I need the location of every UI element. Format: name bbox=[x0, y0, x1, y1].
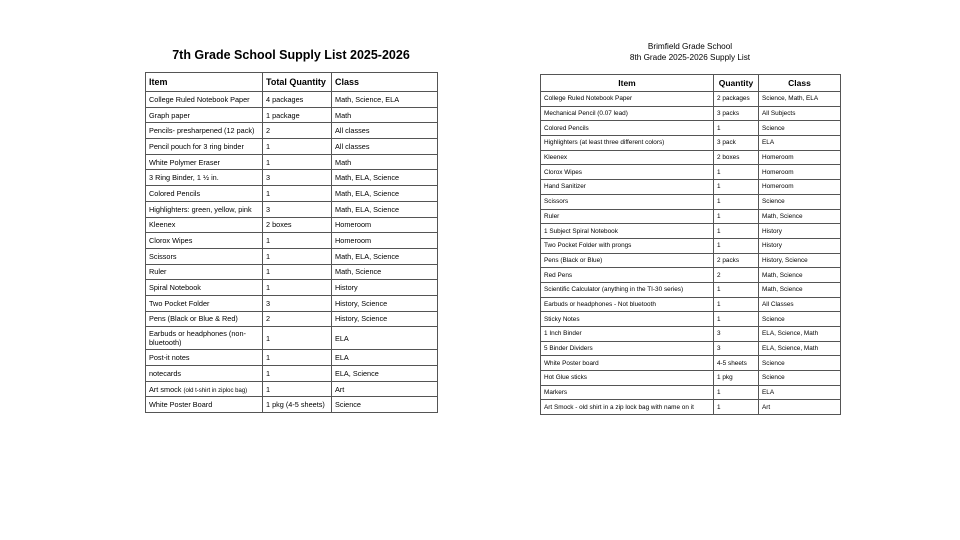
quantity-cell: 3 bbox=[263, 170, 332, 186]
grade7-supply-list bbox=[145, 46, 437, 413]
class-cell: Math, Science bbox=[759, 282, 841, 297]
item-cell: Spiral Notebook bbox=[146, 280, 263, 296]
item-cell: Two Pocket Folder bbox=[146, 295, 263, 311]
item-cell: Graph paper bbox=[146, 107, 263, 123]
item-cell: Mechanical Pencil (0.07 lead) bbox=[541, 106, 714, 121]
quantity-cell: 1 bbox=[263, 327, 332, 350]
quantity-cell: 2 packages bbox=[714, 92, 759, 107]
table-row bbox=[541, 282, 841, 297]
grade8-table bbox=[540, 74, 841, 415]
table-row bbox=[541, 356, 841, 371]
grade8-title: 8th Grade 2025-2026 Supply List bbox=[629, 52, 751, 62]
item-cell: White Poster Board bbox=[146, 397, 263, 413]
grade8-header-item: Item bbox=[541, 75, 714, 92]
quantity-cell: 1 bbox=[714, 312, 759, 327]
class-cell: All classes bbox=[332, 123, 438, 139]
grade8-header-quantity: Quantity bbox=[714, 75, 759, 92]
class-cell: History bbox=[759, 238, 841, 253]
table-row bbox=[146, 381, 438, 397]
class-cell: Math, Science bbox=[759, 268, 841, 283]
item-cell: Hand Sanitizer bbox=[541, 180, 714, 195]
class-cell: History bbox=[759, 224, 841, 239]
class-cell: All Subjects bbox=[759, 106, 841, 121]
quantity-cell: 1 bbox=[714, 282, 759, 297]
table-row bbox=[146, 201, 438, 217]
item-cell: Kleenex bbox=[146, 217, 263, 233]
quantity-cell: 3 packs bbox=[714, 106, 759, 121]
class-cell: ELA bbox=[759, 385, 841, 400]
table-row bbox=[146, 311, 438, 327]
school-name: Brimfield Grade School bbox=[647, 42, 733, 51]
table-row bbox=[146, 350, 438, 366]
quantity-cell: 1 pkg (4-5 sheets) bbox=[263, 397, 332, 413]
grade7-table bbox=[145, 72, 438, 413]
quantity-cell: 2 packs bbox=[714, 253, 759, 268]
grade7-title: 7th Grade School Supply List 2025-2026 bbox=[172, 48, 410, 62]
item-text: Art smock bbox=[149, 384, 182, 394]
quantity-cell: 1 bbox=[263, 264, 332, 280]
item-cell: Pencils- presharpened (12 pack) bbox=[146, 123, 263, 139]
item-cell: Sticky Notes bbox=[541, 312, 714, 327]
quantity-cell: 1 bbox=[714, 224, 759, 239]
class-cell: All classes bbox=[332, 139, 438, 155]
item-cell: White Polymer Eraser bbox=[146, 154, 263, 170]
class-cell: Homeroom bbox=[759, 150, 841, 165]
item-cell: 1 Subject Spiral Notebook bbox=[541, 224, 714, 239]
item-cell: Pens (Black or Blue) bbox=[541, 253, 714, 268]
class-cell: Science bbox=[759, 312, 841, 327]
class-cell: ELA, Science, Math bbox=[759, 341, 841, 356]
class-cell: Math, Science, ELA bbox=[332, 92, 438, 108]
item-cell: Art Smock - old shirt in a zip lock bag with name on it bbox=[541, 400, 714, 415]
quantity-cell: 1 bbox=[714, 165, 759, 180]
quantity-cell: 3 pack bbox=[714, 136, 759, 151]
grade8-header-row bbox=[541, 75, 841, 92]
item-cell: notecards bbox=[146, 366, 263, 382]
class-cell: Homeroom bbox=[332, 217, 438, 233]
quantity-cell: 1 bbox=[263, 186, 332, 202]
table-row bbox=[146, 107, 438, 123]
quantity-cell: 2 bbox=[263, 311, 332, 327]
grade7-header-row bbox=[146, 73, 438, 92]
grade7-header-item: Item bbox=[146, 73, 263, 92]
table-row bbox=[541, 209, 841, 224]
quantity-cell: 2 boxes bbox=[263, 217, 332, 233]
item-cell: Colored Pencils bbox=[146, 186, 263, 202]
item-cell: Earbuds or headphones - Not bluetooth bbox=[541, 297, 714, 312]
quantity-cell: 1 bbox=[714, 400, 759, 415]
table-row bbox=[146, 248, 438, 264]
class-cell: Science bbox=[759, 371, 841, 386]
item-cell: Ruler bbox=[541, 209, 714, 224]
class-cell: Science bbox=[759, 194, 841, 209]
quantity-cell: 4-5 sheets bbox=[714, 356, 759, 371]
table-row bbox=[541, 121, 841, 136]
class-cell: Science bbox=[759, 356, 841, 371]
quantity-cell: 1 bbox=[714, 121, 759, 136]
item-cell: 1 Inch Binder bbox=[541, 327, 714, 342]
table-row bbox=[541, 106, 841, 121]
table-row bbox=[541, 224, 841, 239]
quantity-cell: 1 bbox=[714, 297, 759, 312]
quantity-cell: 3 bbox=[263, 295, 332, 311]
table-row bbox=[541, 385, 841, 400]
quantity-cell: 2 bbox=[263, 123, 332, 139]
table-row bbox=[541, 180, 841, 195]
class-cell: Math, ELA, Science bbox=[332, 248, 438, 264]
quantity-cell: 1 bbox=[263, 248, 332, 264]
table-row bbox=[146, 154, 438, 170]
table-row bbox=[541, 312, 841, 327]
table-row bbox=[541, 371, 841, 386]
class-cell: History bbox=[332, 280, 438, 296]
item-cell: 3 Ring Binder, 1 ½ in. bbox=[146, 170, 263, 186]
class-cell: Math bbox=[332, 154, 438, 170]
item-cell: Scissors bbox=[146, 248, 263, 264]
item-cell: College Ruled Notebook Paper bbox=[146, 92, 263, 108]
table-row bbox=[146, 397, 438, 413]
grade7-header-class: Class bbox=[332, 73, 438, 92]
item-cell: Markers bbox=[541, 385, 714, 400]
table-row bbox=[541, 253, 841, 268]
class-cell: Math, Science bbox=[332, 264, 438, 280]
quantity-cell: 1 bbox=[263, 139, 332, 155]
table-row bbox=[146, 295, 438, 311]
table-row bbox=[541, 136, 841, 151]
class-cell: ELA bbox=[332, 327, 438, 350]
item-cell: Red Pens bbox=[541, 268, 714, 283]
class-cell: ELA bbox=[759, 136, 841, 151]
item-cell: Pens (Black or Blue & Red) bbox=[146, 311, 263, 327]
quantity-cell: 1 bbox=[714, 194, 759, 209]
quantity-cell: 1 pkg bbox=[714, 371, 759, 386]
table-row bbox=[146, 233, 438, 249]
table-row bbox=[146, 186, 438, 202]
table-row bbox=[146, 264, 438, 280]
item-cell: Clorox Wipes bbox=[541, 165, 714, 180]
quantity-cell: 1 bbox=[263, 154, 332, 170]
item-cell: Highlighters (at least three different colors) bbox=[541, 136, 714, 151]
item-cell: White Poster board bbox=[541, 356, 714, 371]
quantity-cell: 2 bbox=[714, 268, 759, 283]
class-cell: Science, Math, ELA bbox=[759, 92, 841, 107]
quantity-cell: 3 bbox=[714, 327, 759, 342]
class-cell: Math, ELA, Science bbox=[332, 170, 438, 186]
item-cell bbox=[146, 381, 263, 397]
item-cell: Scissors bbox=[541, 194, 714, 209]
item-cell: Scientific Calculator (anything in the TI-30 series) bbox=[541, 282, 714, 297]
item-cell: Pencil pouch for 3 ring binder bbox=[146, 139, 263, 155]
class-cell: Math, ELA, Science bbox=[332, 186, 438, 202]
table-row bbox=[541, 150, 841, 165]
quantity-cell: 1 bbox=[263, 381, 332, 397]
table-row bbox=[146, 280, 438, 296]
quantity-cell: 1 package bbox=[263, 107, 332, 123]
class-cell: Homeroom bbox=[759, 165, 841, 180]
class-cell: Homeroom bbox=[332, 233, 438, 249]
quantity-cell: 4 packages bbox=[263, 92, 332, 108]
quantity-cell: 2 boxes bbox=[714, 150, 759, 165]
grade8-title-block bbox=[540, 42, 840, 63]
item-cell: Kleenex bbox=[541, 150, 714, 165]
item-cell: 5 Binder Dividers bbox=[541, 341, 714, 356]
table-row bbox=[541, 400, 841, 415]
class-cell: ELA, Science, Math bbox=[759, 327, 841, 342]
class-cell: Art bbox=[759, 400, 841, 415]
grade8-header-class: Class bbox=[759, 75, 841, 92]
quantity-cell: 1 bbox=[263, 350, 332, 366]
table-row bbox=[541, 268, 841, 283]
class-cell: Math bbox=[332, 107, 438, 123]
class-cell: History, Science bbox=[759, 253, 841, 268]
item-cell: Earbuds or headphones (non-bluetooth) bbox=[146, 327, 263, 350]
table-row bbox=[146, 217, 438, 233]
table-row bbox=[541, 92, 841, 107]
item-cell: Colored Pencils bbox=[541, 121, 714, 136]
table-row bbox=[541, 327, 841, 342]
class-cell: All Classes bbox=[759, 297, 841, 312]
quantity-cell: 1 bbox=[263, 233, 332, 249]
quantity-cell: 1 bbox=[714, 180, 759, 195]
table-row bbox=[146, 170, 438, 186]
grade7-header-quantity: Total Quantity bbox=[263, 73, 332, 92]
table-row bbox=[146, 123, 438, 139]
class-cell: History, Science bbox=[332, 311, 438, 327]
item-cell: Highlighters: green, yellow, pink bbox=[146, 201, 263, 217]
quantity-cell: 1 bbox=[714, 238, 759, 253]
table-row bbox=[541, 341, 841, 356]
table-row bbox=[541, 297, 841, 312]
table-row bbox=[146, 139, 438, 155]
quantity-cell: 3 bbox=[263, 201, 332, 217]
item-cell: Two Pocket Folder with prongs bbox=[541, 238, 714, 253]
quantity-cell: 1 bbox=[714, 209, 759, 224]
quantity-cell: 3 bbox=[714, 341, 759, 356]
class-cell: Homeroom bbox=[759, 180, 841, 195]
item-cell: College Ruled Notebook Paper bbox=[541, 92, 714, 107]
item-cell: Clorox Wipes bbox=[146, 233, 263, 249]
item-cell: Ruler bbox=[146, 264, 263, 280]
table-row bbox=[146, 92, 438, 108]
table-row bbox=[541, 238, 841, 253]
class-cell: Science bbox=[332, 397, 438, 413]
table-row bbox=[146, 327, 438, 350]
class-cell: Math, ELA, Science bbox=[332, 201, 438, 217]
table-row bbox=[146, 366, 438, 382]
quantity-cell: 1 bbox=[263, 280, 332, 296]
class-cell: ELA bbox=[332, 350, 438, 366]
class-cell: Math, Science bbox=[759, 209, 841, 224]
class-cell: Art bbox=[332, 381, 438, 397]
quantity-cell: 1 bbox=[714, 385, 759, 400]
table-row bbox=[541, 165, 841, 180]
item-cell: Hot Glue sticks bbox=[541, 371, 714, 386]
item-note: (old t-shirt in ziploc bag) bbox=[183, 387, 248, 394]
class-cell: ELA, Science bbox=[332, 366, 438, 382]
item-cell: Post-it notes bbox=[146, 350, 263, 366]
quantity-cell: 1 bbox=[263, 366, 332, 382]
class-cell: History, Science bbox=[332, 295, 438, 311]
grade8-supply-list bbox=[540, 42, 840, 415]
table-row bbox=[541, 194, 841, 209]
class-cell: Science bbox=[759, 121, 841, 136]
